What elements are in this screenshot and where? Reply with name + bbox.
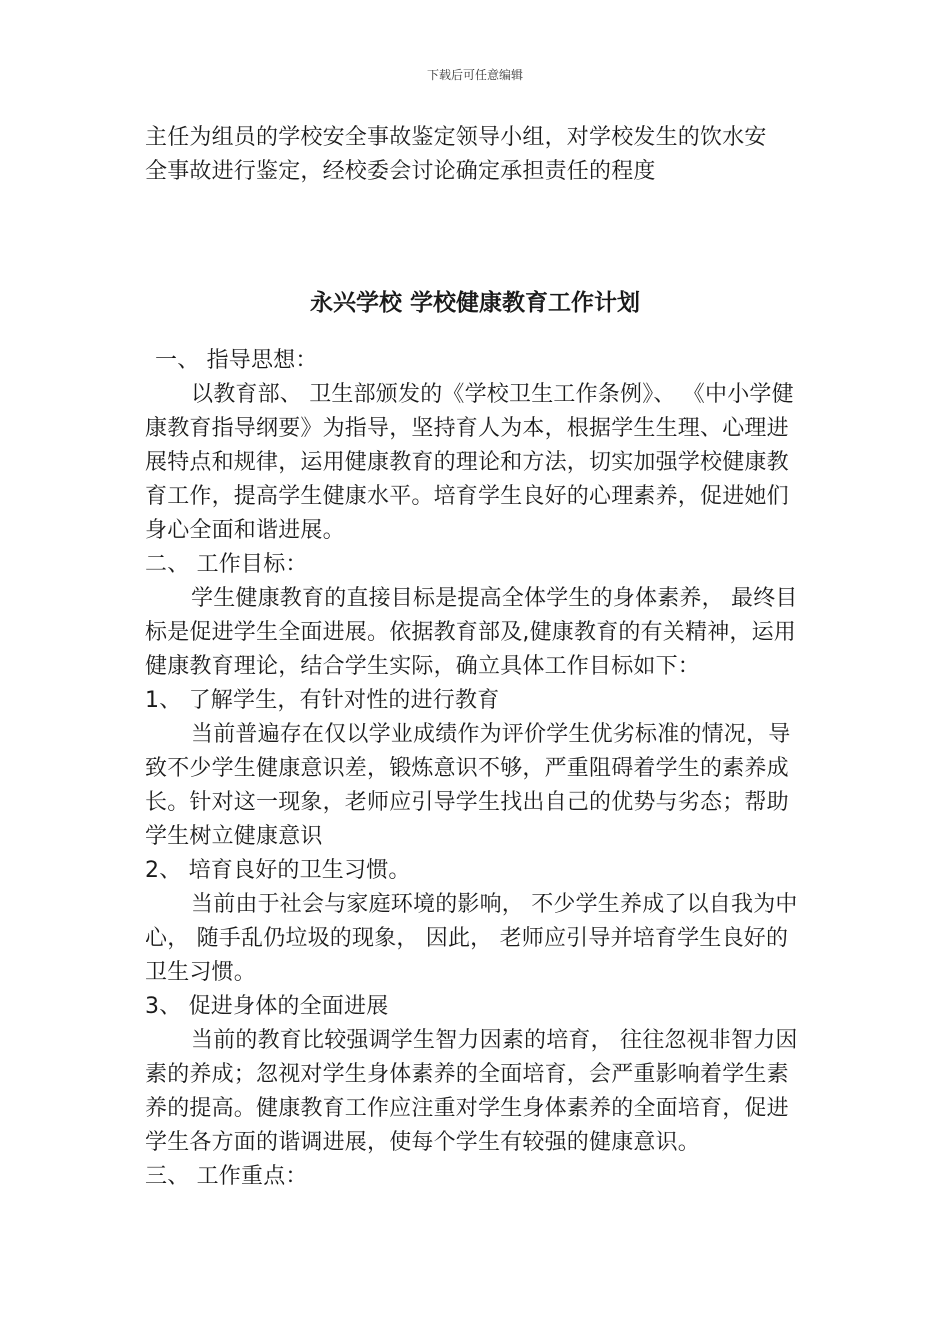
paragraph-understand-students: 当前普遍存在仅以学业成绩作为评价学生优劣标准的情况，导致不少学生健康意识差，锻炼意识不够，严重阻碍着学生的素养成长。针对这一现象，老师应引导学生找出自己的优势与劣态；帮助学生树立健康意识 (145, 722, 791, 849)
paragraph-physical-development: 当前的教育比较强调学生智力因素的培育， 往往忽视非智力因素的养成；忽视对学生身体素养的全面培育，会严重影响着学生素养的提高。健康教育工作应注重对学生身体素养的全面培育，促进学生各方面的谐调进展，使每个学生有较强的健康意识。 (145, 1028, 798, 1155)
document-title: 永兴学校 学校健康教育工作计划 (309, 290, 640, 316)
main-content (145, 344, 807, 1194)
section-heading-guiding-thought: 一、 指导思想： (155, 348, 318, 373)
section-heading-work-goals: 二、 工作目标： (145, 552, 308, 577)
intro-line: 全事故进行鉴定，经校委会讨论确定承担责任的程度 (145, 159, 656, 184)
paragraph-guiding-thought: 以教育部、 卫生部颁发的《学校卫生工作条例》、 《中小学健康教育指导纲要》为指导，坚持育人为本，根据学生生理、心理进展特点和规律，运用健康教育的理论和方法，切实加强学校健康教育工作，提高学生健康水平。培育学生良好的心理素养，促进她们身心全面和谐进展。 (145, 382, 794, 543)
paragraph-work-goals: 学生健康教育的直接目标是提高全体学生的身体素养， 最终目标是促进学生全面进展。依据教育部及,健康教育的有关精神，运用健康教育理论，结合学生实际，确立具体工作目标如下： (145, 586, 798, 679)
subheading-hygiene-habits: 2、 培育良好的卫生习惯。 (145, 858, 411, 883)
section-heading-work-focus: 三、 工作重点： (145, 1164, 308, 1189)
paragraph-hygiene-habits: 当前由于社会与家庭环境的影响， 不少学生养成了以自我为中心， 随手乱仍垃圾的现象， 因此， 老师应引导并培育学生良好的卫生习惯。 (145, 892, 798, 985)
intro-paragraph (145, 121, 807, 189)
header-note: 下载后可任意编辑 (426, 68, 523, 82)
subheading-understand-students: 1、 了解学生，有针对性的进行教育 (145, 688, 500, 713)
subheading-physical-development: 3、 促进身体的全面进展 (145, 994, 389, 1019)
intro-line: 主任为组员的学校安全事故鉴定领导小组，对学校发生的饮水安 (145, 125, 767, 150)
